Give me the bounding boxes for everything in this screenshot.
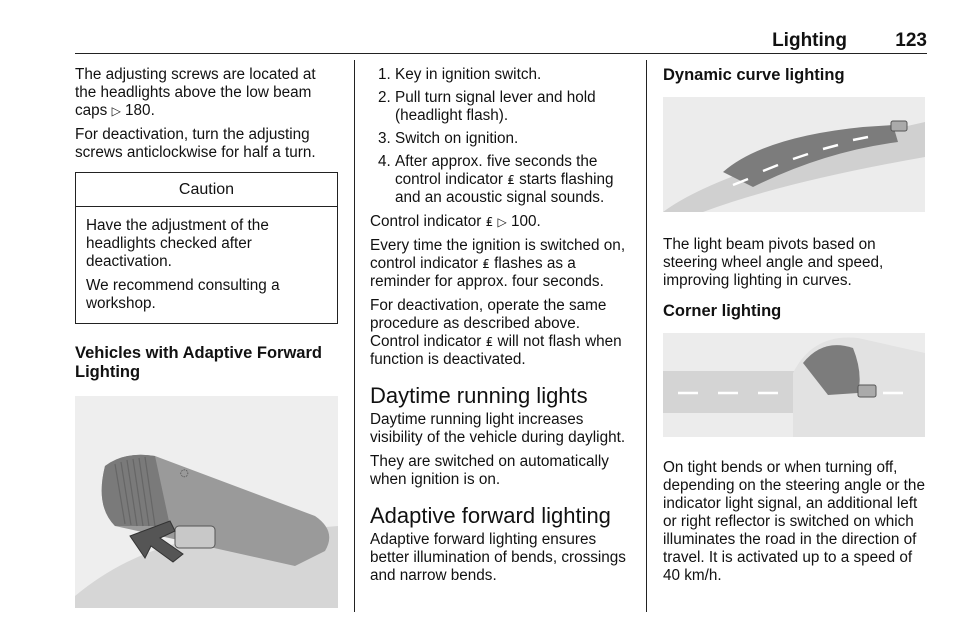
column-divider-2: [646, 60, 647, 612]
headlight-indicator-icon: ₤: [485, 215, 494, 229]
heading-corner-lighting: Corner lighting: [663, 302, 782, 320]
turn-signal-lever-illustration: [75, 396, 338, 608]
paragraph-dynamic: The light beam pivots based on steering wheel angle and speed, improving lighting in curves.: [663, 236, 884, 289]
corner-lighting-figure: [663, 333, 925, 437]
svg-text:◌: ◌: [180, 468, 189, 479]
paragraph-deactivation-2: For deactivation, operate the same procedure as described above. Control indicator ₤ will not flash when function is deactivated.: [370, 297, 622, 368]
headlight-indicator-icon: ₤: [485, 335, 494, 349]
step-1: 1. Key in ignition switch.: [395, 66, 632, 84]
turn-signal-lever-figure: [75, 396, 338, 608]
caution-title: Caution: [76, 173, 337, 207]
control-indicator-ref: Control indicator ₤ ▷ 100.: [370, 213, 541, 230]
paragraph-corner: On tight bends or when turning off, depending on the steering angle or the indicator light signal, an additional left or right reflector is switched on which illuminates the road in the direction of travel. It is activated up to a speed of 40 km/h.: [663, 459, 925, 584]
paragraph-every-time: Every time the ignition is switched on, control indicator ₤ flashes as a reminder for approx. four seconds.: [370, 237, 626, 290]
column-3: [663, 66, 927, 591]
column-2: [370, 66, 632, 591]
column-divider-1: [354, 60, 355, 612]
heading-adaptive-forward-lighting: Adaptive forward lighting: [370, 503, 611, 528]
column-1: [75, 66, 338, 608]
paragraph-afl: Adaptive forward lighting ensures better illumination of bends, crossings and narrow bends.: [370, 531, 626, 584]
dynamic-curve-figure: [663, 97, 925, 212]
page-header: [75, 30, 927, 52]
caution-text-1: Have the adjustment of the headlights checked after deactivation.: [86, 217, 269, 270]
corner-lighting-illustration: [663, 333, 925, 437]
step-4: 4. After approx. five seconds the control indicator ₤ starts flashing and an acoustic signal sounds.: [395, 153, 632, 207]
caution-box: [75, 172, 338, 324]
headlight-indicator-icon: ₤: [507, 173, 515, 187]
paragraph-deactivation: For deactivation, turn the adjusting screws anticlockwise for half a turn.: [75, 126, 316, 161]
step-2: 2. Pull turn signal lever and hold (headlight flash).: [395, 89, 632, 125]
headlight-indicator-icon: ₤: [482, 257, 490, 271]
paragraph-daytime-2: They are switched on automatically when ignition is on.: [370, 453, 609, 488]
heading-daytime-running-lights: Daytime running lights: [370, 383, 588, 408]
arrow-ref-icon: ▷: [497, 215, 507, 229]
paragraph-adjusting-screws: The adjusting screws are located at the headlights above the low beam caps ▷ 180.: [75, 66, 316, 119]
dynamic-curve-illustration: [663, 97, 925, 212]
page-number: 123: [895, 30, 927, 51]
arrow-ref-icon: ▷: [111, 104, 121, 118]
heading-adaptive-vehicles: Vehicles with Adaptive Forward Lighting: [75, 344, 322, 381]
paragraph-daytime-1: Daytime running light increases visibility of the vehicle during daylight.: [370, 411, 626, 446]
procedure-list: [370, 66, 632, 207]
step-3: 3. Switch on ignition.: [395, 130, 632, 148]
caution-body: [76, 207, 337, 323]
heading-dynamic-curve-lighting: Dynamic curve lighting: [663, 66, 845, 84]
header-rule: [75, 53, 927, 54]
page-title: Lighting: [772, 30, 847, 51]
caution-text-2: We recommend consulting a workshop.: [86, 277, 280, 312]
